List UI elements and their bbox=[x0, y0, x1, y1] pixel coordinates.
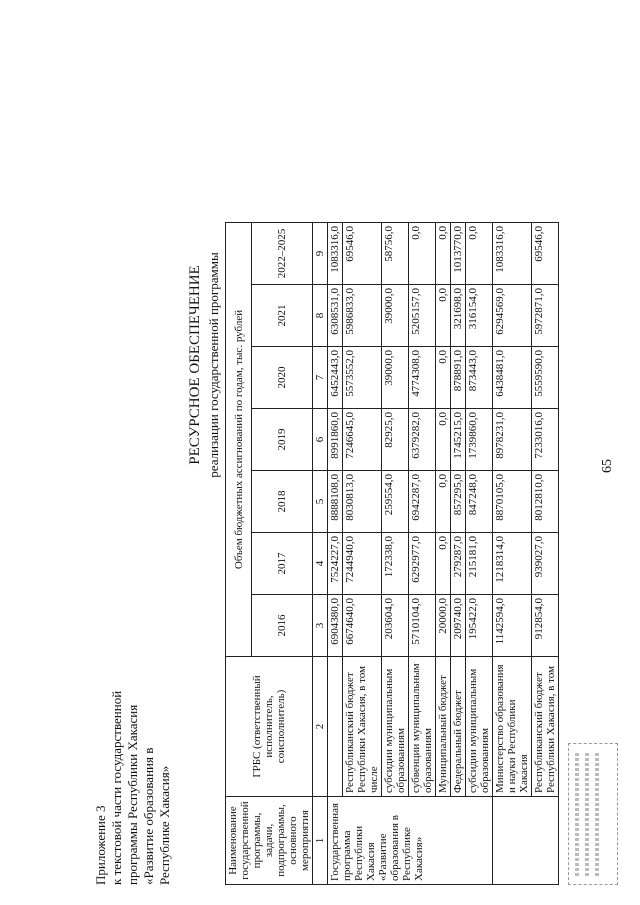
value-cell: 316154,0 bbox=[466, 285, 493, 347]
value-cell: 69546,0 bbox=[532, 223, 559, 285]
value-cell: 8991860,0 bbox=[328, 409, 343, 471]
table-row bbox=[328, 223, 343, 885]
value-cell: 8030813,0 bbox=[343, 471, 382, 533]
value-cell: 279287,0 bbox=[451, 533, 466, 595]
grbs-cell: Министерство образования и науки Республики Хакасия bbox=[493, 657, 532, 797]
value-cell: 6438481,0 bbox=[493, 347, 532, 409]
value-cell: 5559590,0 bbox=[532, 347, 559, 409]
header-name: Наименование государственной программы, задачи, подпрограммы, основного мероприятия bbox=[226, 797, 313, 885]
value-cell: 6292977,0 bbox=[409, 533, 436, 595]
program-name: Государственная программа Республики Хакасия «Развитие образования в Республике Хакасия» bbox=[328, 797, 493, 885]
column-number: 6 bbox=[313, 409, 328, 471]
value-cell: 1083316,0 bbox=[493, 223, 532, 285]
value-cell: 7524227,0 bbox=[328, 533, 343, 595]
value-cell: 0,0 bbox=[409, 223, 436, 285]
value-cell: 0,0 bbox=[436, 471, 451, 533]
document-title: РЕСУРСНОЕ ОБЕСПЕЧЕНИЕ bbox=[187, 265, 203, 465]
grbs-cell bbox=[328, 657, 343, 797]
value-cell: 5710104,0 bbox=[409, 595, 436, 657]
value-cell: 215181,0 bbox=[466, 533, 493, 595]
header-year: 2017 bbox=[252, 533, 313, 595]
value-cell: 0,0 bbox=[436, 223, 451, 285]
appendix-note bbox=[93, 655, 173, 885]
value-cell: 4774308,0 bbox=[409, 347, 436, 409]
value-cell: 6379282,0 bbox=[409, 409, 436, 471]
stamp-line bbox=[575, 752, 579, 876]
grbs-cell: Федеральный бюджет bbox=[451, 657, 466, 797]
value-cell: 209740,0 bbox=[451, 595, 466, 657]
value-cell: 878891,0 bbox=[451, 347, 466, 409]
table-row bbox=[466, 223, 493, 885]
value-cell: 0,0 bbox=[436, 347, 451, 409]
value-cell: 6942287,0 bbox=[409, 471, 436, 533]
value-cell: 203604,0 bbox=[382, 595, 409, 657]
appendix-line: Приложение 3 bbox=[93, 805, 108, 885]
table-row bbox=[532, 223, 559, 885]
column-number: 7 bbox=[313, 347, 328, 409]
value-cell: 6904380,0 bbox=[328, 595, 343, 657]
value-cell: 873443,0 bbox=[466, 347, 493, 409]
name-cell bbox=[493, 797, 559, 885]
column-number-row bbox=[313, 223, 328, 885]
table-row bbox=[436, 223, 451, 885]
header-year: 2018 bbox=[252, 471, 313, 533]
value-cell: 1739860,0 bbox=[466, 409, 493, 471]
document-subtitle: реализации государственной программы bbox=[206, 252, 221, 478]
column-number: 2 bbox=[313, 657, 328, 797]
value-cell: 1013770,0 bbox=[451, 223, 466, 285]
grbs-cell: Муниципальный бюджет bbox=[436, 657, 451, 797]
grbs-cell: Республиканский бюджет Республики Хакасия, в том bbox=[532, 657, 559, 797]
value-cell: 1142594,0 bbox=[493, 595, 532, 657]
value-cell: 847248,0 bbox=[466, 471, 493, 533]
column-number: 9 bbox=[313, 223, 328, 285]
registration-stamp bbox=[568, 743, 618, 885]
table-row bbox=[451, 223, 466, 885]
value-cell: 172338,0 bbox=[382, 533, 409, 595]
header-volume: Объем бюджетных ассигнований по годам, тыс. рублей bbox=[226, 223, 252, 657]
column-number: 3 bbox=[313, 595, 328, 657]
value-cell: 259554,0 bbox=[382, 471, 409, 533]
appendix-line: Республике Хакасия» bbox=[157, 765, 172, 885]
header-year: 2019 bbox=[252, 409, 313, 471]
value-cell: 5972871,0 bbox=[532, 285, 559, 347]
value-cell: 6674640,0 bbox=[343, 595, 382, 657]
table-row bbox=[493, 223, 532, 885]
header-row bbox=[226, 223, 252, 885]
value-cell: 6452443,0 bbox=[328, 347, 343, 409]
value-cell: 1083316,0 bbox=[328, 223, 343, 285]
value-cell: 321698,0 bbox=[451, 285, 466, 347]
value-cell: 39000,0 bbox=[382, 347, 409, 409]
header-year: 2022–2025 bbox=[252, 223, 313, 285]
value-cell: 195422,0 bbox=[466, 595, 493, 657]
value-cell: 58756,0 bbox=[382, 223, 409, 285]
value-cell: 69546,0 bbox=[343, 223, 382, 285]
appendix-line: к текстовой части государственной bbox=[109, 690, 124, 885]
value-cell: 7244940,0 bbox=[343, 533, 382, 595]
value-cell: 7233016,0 bbox=[532, 409, 559, 471]
value-cell: 39000,0 bbox=[382, 285, 409, 347]
table-row bbox=[382, 223, 409, 885]
value-cell: 0,0 bbox=[436, 409, 451, 471]
value-cell: 857295,0 bbox=[451, 471, 466, 533]
value-cell: 8888108,0 bbox=[328, 471, 343, 533]
appendix-line: программы Республики Хакасия bbox=[125, 704, 140, 885]
header-year: 2020 bbox=[252, 347, 313, 409]
value-cell: 939027,0 bbox=[532, 533, 559, 595]
page-number: 65 bbox=[600, 459, 615, 473]
stamp-line bbox=[585, 752, 589, 876]
stamp-line bbox=[595, 752, 599, 876]
resource-table bbox=[225, 222, 559, 885]
value-cell: 8870105,0 bbox=[493, 471, 532, 533]
value-cell: 8978231,0 bbox=[493, 409, 532, 471]
value-cell: 7246645,0 bbox=[343, 409, 382, 471]
value-cell: 82925,0 bbox=[382, 409, 409, 471]
column-number: 8 bbox=[313, 285, 328, 347]
value-cell: 1218314,0 bbox=[493, 533, 532, 595]
table-row bbox=[343, 223, 382, 885]
value-cell: 5573552,0 bbox=[343, 347, 382, 409]
value-cell: 6308531,0 bbox=[328, 285, 343, 347]
value-cell: 8012810,0 bbox=[532, 471, 559, 533]
grbs-cell: Республиканский бюджет Республики Хакасия, в том числе bbox=[343, 657, 382, 797]
value-cell: 5205157,0 bbox=[409, 285, 436, 347]
column-number: 5 bbox=[313, 471, 328, 533]
value-cell: 20000,0 bbox=[436, 595, 451, 657]
value-cell: 0,0 bbox=[436, 285, 451, 347]
grbs-cell: субсидии муниципальным образованиям bbox=[466, 657, 493, 797]
column-number: 4 bbox=[313, 533, 328, 595]
grbs-cell: субсидии муниципальным образованиям bbox=[382, 657, 409, 797]
value-cell: 5986833,0 bbox=[343, 285, 382, 347]
grbs-cell: субвенции муниципальным образованиям bbox=[409, 657, 436, 797]
value-cell: 0,0 bbox=[436, 533, 451, 595]
header-grbs: ГРБС (ответственный исполнитель, соисполнитель) bbox=[226, 657, 313, 797]
table-row bbox=[409, 223, 436, 885]
value-cell: 1745215,0 bbox=[451, 409, 466, 471]
value-cell: 6294569,0 bbox=[493, 285, 532, 347]
appendix-line: «Развитие образования в bbox=[141, 747, 156, 885]
column-number: 1 bbox=[313, 797, 328, 885]
header-year: 2016 bbox=[252, 595, 313, 657]
value-cell: 912854,0 bbox=[532, 595, 559, 657]
value-cell: 0,0 bbox=[466, 223, 493, 285]
header-year: 2021 bbox=[252, 285, 313, 347]
